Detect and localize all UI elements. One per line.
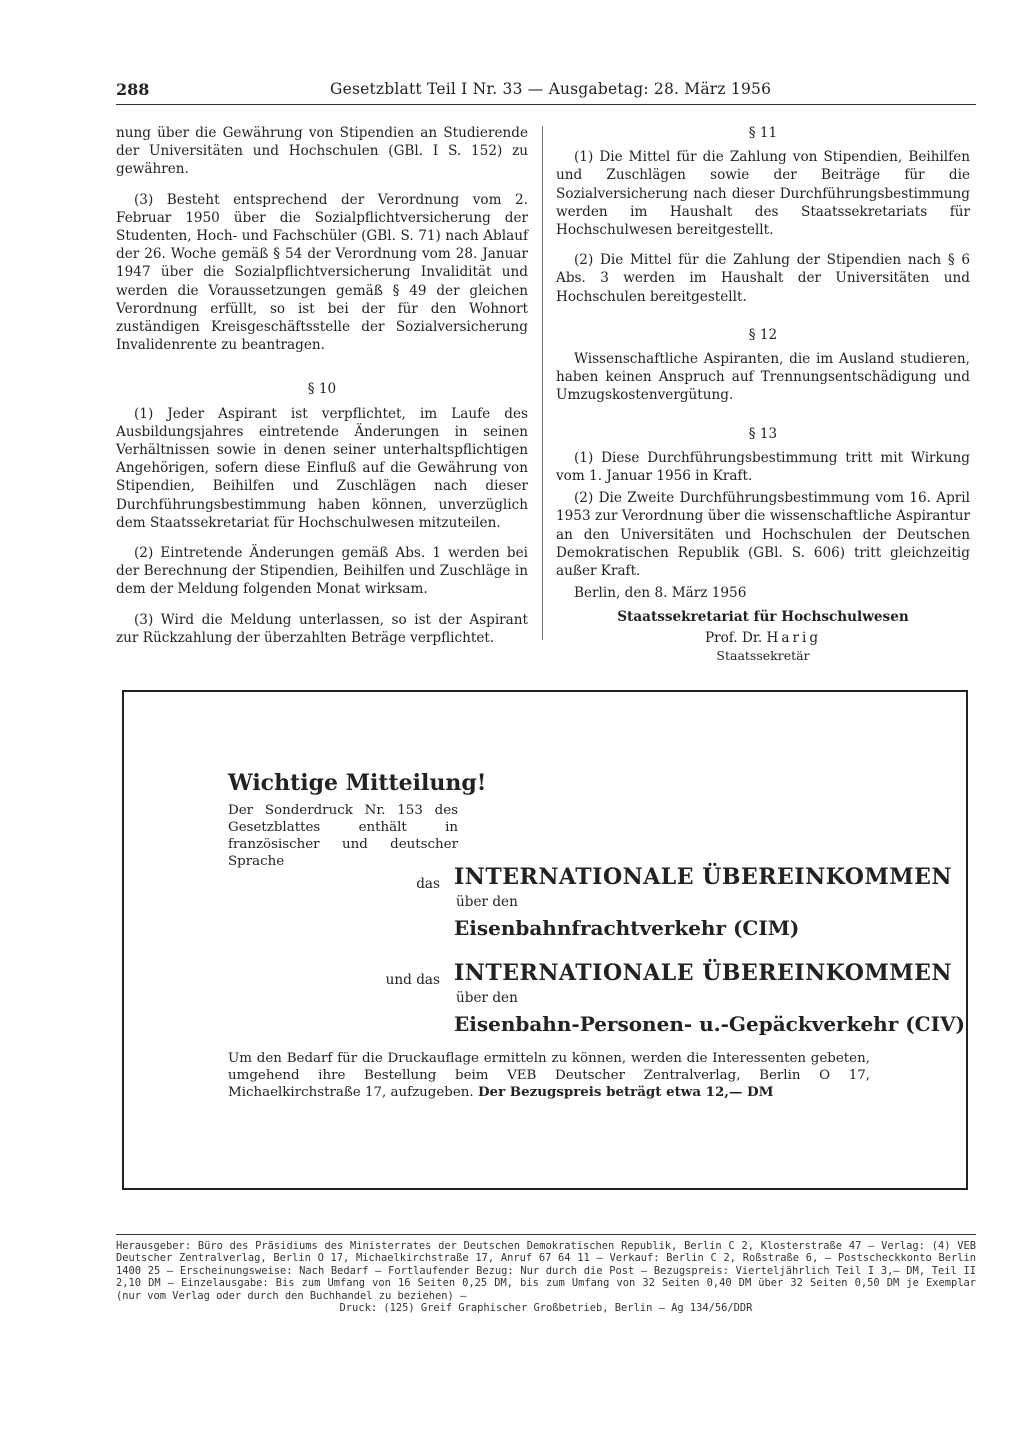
notice-title: Wichtige Mitteilung! bbox=[228, 770, 487, 796]
paragraph: (1) Jeder Aspirant ist verpflichtet, im Laufe des Ausbildungsjahres eintretende Änderungen in seinen Verhältnissen sowie in denen seiner unterhaltspflichtigen Angehörigen, sofern diese Einfluß auf die Gewährung von Stipendien, Beihilfen und Zuschlägen nach dieser Durchführungsbestimmung haben können, unverzüglich dem Staatssekretariat für Hochschulwesen mitzuteilen. bbox=[116, 405, 528, 531]
order-instructions: Um den Bedarf für die Druckauflage ermitteln zu können, werden die Interessenten gebeten, umgehend ihre Bestellung beim VEB Deutscher Zentralverlag, Berlin O 17, Michaelkirchstraße 17, aufzugeben. bbox=[228, 1051, 870, 1100]
imprint-print-line: Druck: (125) Greif Graphischer Großbetrieb, Berlin — Ag 134/56/DDR bbox=[339, 1302, 753, 1315]
right-column bbox=[556, 124, 970, 665]
paragraph: (2) Die Mittel für die Zahlung der Stipendien nach § 6 Abs. 3 werden im Haushalt der Universitäten und Hochschulen bereitgestellt. bbox=[556, 252, 970, 305]
agreement-subject-1: Eisenbahnfrachtverkehr (CIM) bbox=[454, 916, 800, 940]
imprint-text: Herausgeber: Büro des Präsidiums des Ministerrates der Deutschen Demokratischen Republik, Berlin C 2, Klosterstraße 47 — Verlag: (4) VEB Deutscher Zentralverlag, Berlin O 17, Michaelkirchstraße 17, Anruf 67 64 11 — Verkauf: Berlin C 2, Roßstraße 6, — Postscheckkonto Berlin 1400 25 — Erscheinungsweise: Nach Bedarf — Fortlaufender Bezug: Nur durch die Post — Bezugspreis: Vierteljährlich Teil I 3,— DM, Teil II 2,10 DM — Einzelausgabe: Bis zum Umfang von 16 Seiten 0,25 DM, bis zum Umfang von 32 Seiten 0,40 DM über 32 Seiten 0,50 DM je Exemplar (nur vom Verlag oder durch den Buchhandel zu beziehen) — bbox=[116, 1240, 976, 1302]
section-heading: § 10 bbox=[307, 381, 337, 398]
agreement-subject-2: Eisenbahn-Personen- u.-Gepäckverkehr (CIV) bbox=[454, 1012, 965, 1036]
signatory-organization: Staatssekretariat für Hochschulwesen bbox=[617, 609, 909, 626]
place-date: Berlin, den 8. März 1956 bbox=[574, 585, 747, 602]
running-head: Gesetzblatt Teil I Nr. 33 — Ausgabetag: 28. März 1956 bbox=[330, 80, 772, 98]
notice-body bbox=[228, 1050, 870, 1101]
signatory-prefix: Prof. Dr. bbox=[704, 629, 763, 646]
signatory-title: Staatssekretär bbox=[716, 647, 810, 663]
connector-und-das: und das bbox=[385, 972, 440, 988]
notice-box bbox=[122, 690, 968, 1190]
paragraph: (1) Diese Durchführungsbestimmung tritt mit Wirkung vom 1. Januar 1956 in Kraft. bbox=[556, 449, 970, 485]
signatory-name: Harig bbox=[766, 629, 822, 646]
ueber-den-1: über den bbox=[456, 894, 518, 910]
paragraph: (2) Eintretende Änderungen gemäß Abs. 1 werden bei der Berechnung der Stipendien, Beihilfen und Zuschläge in dem der Meldung folgenden Monat wirksam. bbox=[116, 545, 528, 598]
connector-das: das bbox=[416, 876, 440, 892]
paragraph: (2) Die Zweite Durchführungsbestimmung vom 16. April 1953 zur Verordnung über die wissenschaftliche Aspirantur an den Universitäten und Hochschulen der Deutschen Demokratischen Republik (GBl. S. 606) tritt gleichzeitig außer Kraft. bbox=[556, 490, 970, 580]
paragraph: Wissenschaftliche Aspiranten, die im Ausland studieren, haben keinen Anspruch auf Trennungsentschädigung und Umzugskostenvergütung. bbox=[556, 351, 970, 404]
paragraph: nung über die Gewährung von Stipendien an Studierende der Universitäten und Hochschulen (GBl. I S. 152) zu gewähren. bbox=[116, 125, 528, 178]
column-divider bbox=[542, 126, 543, 640]
agreement-title-2: INTERNATIONALE ÜBEREINKOMMEN bbox=[454, 960, 952, 986]
agreement-title-1: INTERNATIONALE ÜBEREINKOMMEN bbox=[454, 864, 952, 890]
price-note: Der Bezugspreis beträgt etwa 12,— DM bbox=[477, 1084, 774, 1100]
imprint bbox=[116, 1240, 976, 1314]
section-heading: § 11 bbox=[748, 125, 778, 141]
signatory-name-line bbox=[556, 629, 970, 647]
ueber-den-2: über den bbox=[456, 990, 518, 1006]
page-number: 288 bbox=[116, 80, 150, 99]
paragraph: (3) Wird die Meldung unterlassen, so ist der Aspirant zur Rückzahlung der überzahlten Beträge verpflichtet. bbox=[116, 611, 528, 646]
left-column bbox=[116, 124, 528, 659]
section-heading: § 13 bbox=[748, 425, 778, 442]
paragraph: (1) Die Mittel für die Zahlung von Stipendien, Beihilfen und Zuschlägen sowie der Beiträge für die Sozialversicherung nach dieser Durchführungsbestimmung werden im Haushalt des Staatssekretariats für Hochschulwesen bereitgestellt. bbox=[556, 149, 970, 239]
paragraph: (3) Besteht entsprechend der Verordnung vom 2. Februar 1950 über die Sozialpflichtversicherung der Studenten, Hoch- und Fachschüler (GBl. S. 71) nach Ablauf der 26. Woche gemäß § 54 der Verordnung vom 28. Januar 1947 über die Sozialpflichtversicherung Invalidität und werden die Voraussetzungen gemäß § 49 der gleichen Verordnung erfüllt, so ist bei der für den Wohnort zuständigen Kreisgeschäftsstelle der Sozialversicherung Invalidenrente zu beantragen. bbox=[116, 191, 528, 354]
header-rule bbox=[116, 104, 976, 105]
notice-intro: Der Sonderdruck Nr. 153 des Gesetzblattes enthält in französischer und deutscher Sprache bbox=[228, 803, 458, 869]
footer-rule bbox=[116, 1234, 976, 1235]
section-heading: § 12 bbox=[748, 326, 778, 343]
